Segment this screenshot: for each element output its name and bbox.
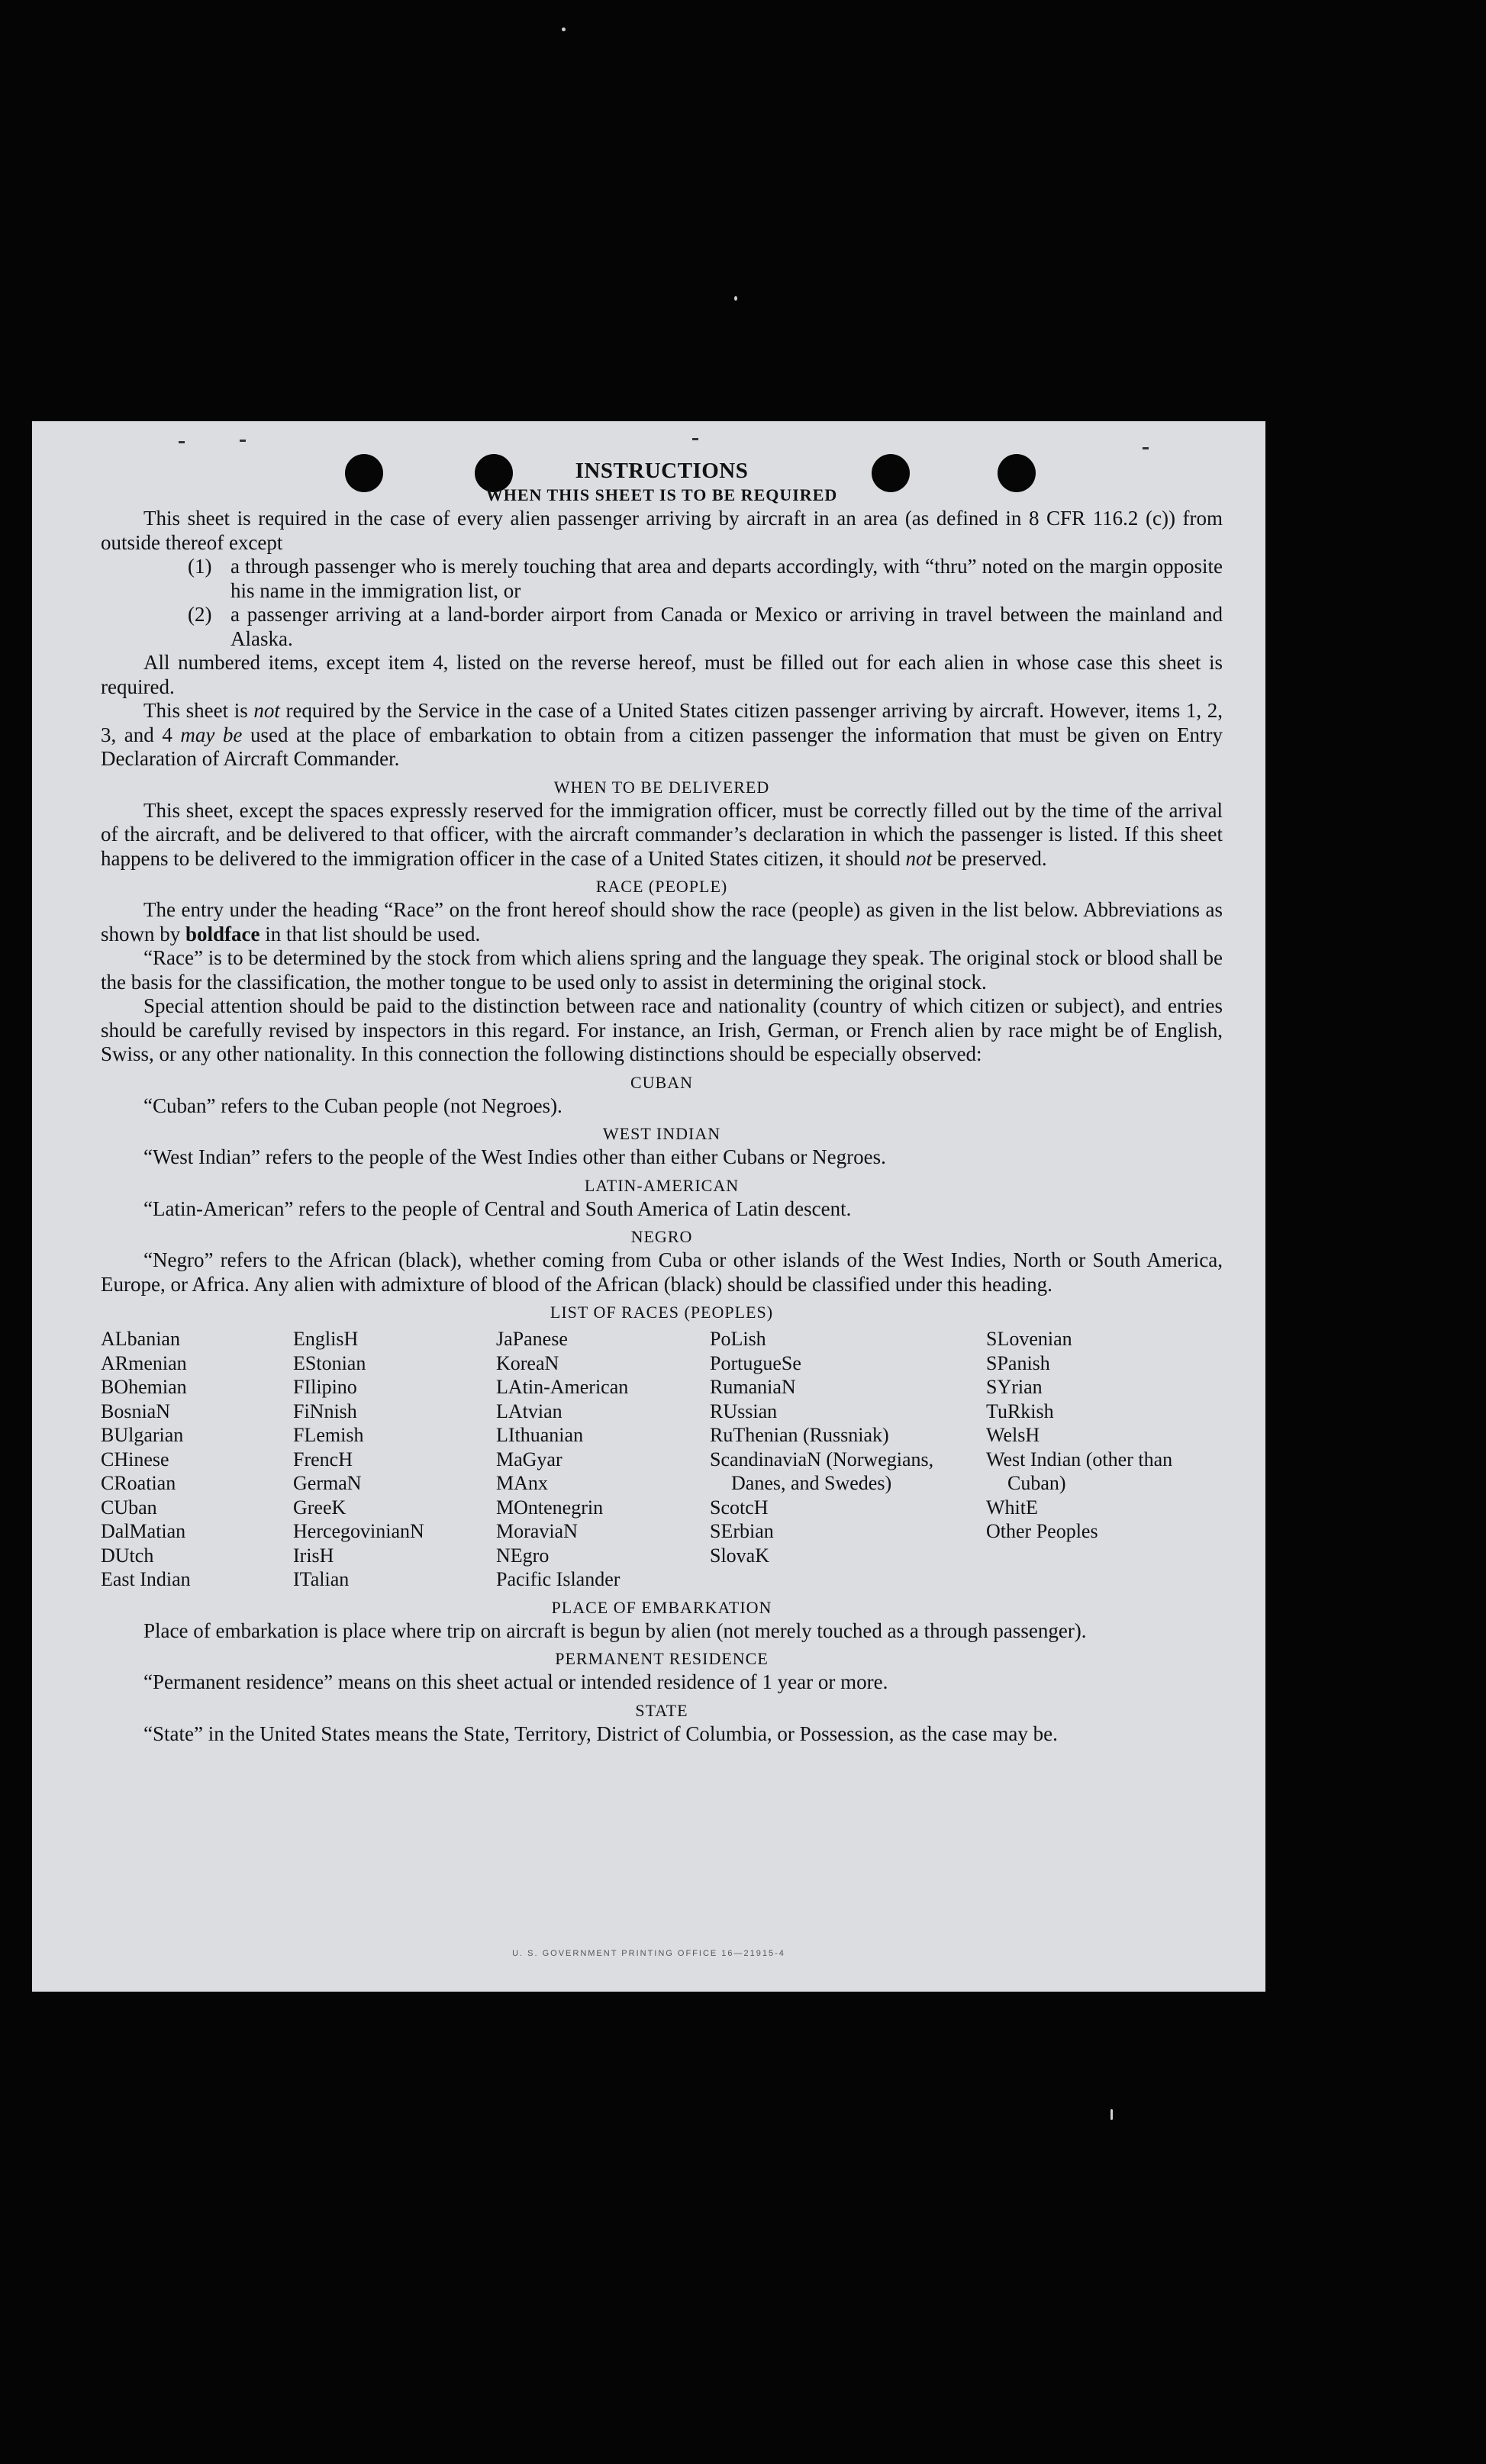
paragraph: “Race” is to be determined by the stock from which aliens spring and the language they speak. The original stock or blood shall be the basis for the classification, the mother tongue to be used only to assist in determining the original stock. xyxy=(101,946,1223,994)
race-item: TuRkish xyxy=(986,1399,1054,1422)
race-item: CUban xyxy=(101,1496,157,1519)
paragraph: All numbered items, except item 4, listed on the reverse hereof, must be filled out for each alien in whose case this sheet is required. xyxy=(101,651,1223,698)
section-heading-residence: PERMANENT RESIDENCE xyxy=(555,1649,769,1668)
race-item: LIthuanian xyxy=(496,1424,584,1446)
section-heading-race: RACE (PEOPLE) xyxy=(595,877,728,896)
race-item: Other Peoples xyxy=(986,1520,1098,1542)
race-item: KoreaN xyxy=(496,1351,559,1374)
race-item: East Indian xyxy=(101,1568,191,1590)
race-item: Pacific Islander xyxy=(496,1568,621,1590)
section-heading-required: WHEN THIS SHEET IS TO BE REQUIRED xyxy=(485,485,838,504)
paragraph: “Cuban” refers to the Cuban people (not Negroes). xyxy=(143,1094,562,1117)
section-heading-cuban: CUBAN xyxy=(630,1072,693,1092)
section-heading-west-indian: WEST INDIAN xyxy=(602,1124,721,1143)
races-column-3 xyxy=(496,1327,710,1592)
race-item: FIlipino xyxy=(293,1376,357,1398)
text-run: This sheet, except the spaces expressly reserved for the immigration officer, must be correctly filled out by the time of the arrival of the aircraft, and be delivered to that officer, with the aircraft commander’s declaration in which the passenger is listed. If this sheet happens to be delivered to the immigration officer in the case of a United States citizen, it should xyxy=(101,798,1223,870)
text-run: required by the Service in the case of a United States citizen passenger arriving by aircraft. However, items 1, 2, 3, and 4 xyxy=(101,699,1223,746)
race-item: WelsH xyxy=(986,1424,1040,1446)
races-column-1 xyxy=(101,1327,293,1592)
background-speck xyxy=(1110,2109,1113,2120)
race-item: ITalian xyxy=(293,1568,350,1590)
race-item: HercegovinianN xyxy=(293,1520,424,1542)
italic-run: not xyxy=(253,699,280,722)
race-item: MOntenegrin xyxy=(496,1496,604,1519)
race-item: FrencH xyxy=(293,1448,353,1470)
race-item: JaPanese xyxy=(496,1328,568,1350)
paragraph: “Latin-American” refers to the people of Central and South America of Latin descent. xyxy=(143,1197,852,1220)
race-item: SlovaK xyxy=(710,1544,769,1567)
race-item: ALbanian xyxy=(101,1328,180,1350)
race-item: RumaniaN xyxy=(710,1376,796,1398)
text-run: The entry under the heading “Race” on the front hereof should show the race (people) as given in the list below. Abbreviations as shown by xyxy=(101,898,1223,945)
paragraph: “West Indian” refers to the people of the West Indies other than either Cubans or Negroes. xyxy=(143,1145,886,1168)
race-item: BUlgarian xyxy=(101,1424,184,1446)
race-item: PortugueSe xyxy=(710,1351,801,1374)
race-item: MoraviaN xyxy=(496,1520,578,1542)
race-item: ScotcH xyxy=(710,1496,769,1519)
paragraph: Place of embarkation is place where trip on aircraft is begun by alien (not merely touched as a through passenger). xyxy=(143,1619,1087,1642)
item-text: a through passenger who is merely touching that area and departs accordingly, with “thru” noted on the margin opposite his name in the immigration list, or xyxy=(230,555,1223,602)
paragraph: “State” in the United States means the State, Territory, District of Columbia, or Possession, as the case may be. xyxy=(143,1722,1058,1745)
paragraph: Special attention should be paid to the distinction between race and nationality (country of which citizen or subject), and entries should be carefully revised by inspectors in this regard. For instance, an Irish, German, or French alien by race might be of English, Swiss, or any other nationality. In this connection the following distinctions should be especially observed: xyxy=(101,994,1223,1065)
paragraph xyxy=(101,898,1223,946)
race-item: DalMatian xyxy=(101,1520,186,1542)
races-column-5 xyxy=(986,1327,1223,1592)
paragraph: “Negro” refers to the African (black), whether coming from Cuba or other islands of the West Indies, North or South America, Europe, or Africa. Any alien with admixture of blood of the African (black) should be classified under this heading. xyxy=(101,1248,1223,1296)
race-item: FiNnish xyxy=(293,1399,357,1422)
race-item: IrisH xyxy=(293,1544,334,1567)
page-mark xyxy=(240,440,246,442)
races-column-4 xyxy=(710,1327,986,1592)
races-column-2 xyxy=(293,1327,496,1592)
race-item: MAnx xyxy=(496,1472,548,1494)
race-item: PoLish xyxy=(710,1328,766,1350)
race-item: West Indian (other than Cuban) xyxy=(986,1448,1173,1494)
text-run: used at the place of embarkation to obtain from a citizen passenger the information that must be given on Entry Declaration of Aircraft Commander. xyxy=(101,723,1223,770)
paragraph xyxy=(101,699,1223,771)
race-item: FLemish xyxy=(293,1424,364,1446)
section-heading-latin-american: LATIN-AMERICAN xyxy=(584,1175,740,1195)
page-mark xyxy=(692,438,698,440)
instruction-sheet xyxy=(32,421,1265,1992)
race-item: DUtch xyxy=(101,1544,154,1567)
race-item: EStonian xyxy=(293,1351,366,1374)
race-item: LAtvian xyxy=(496,1399,562,1422)
section-heading-negro: NEGRO xyxy=(630,1227,693,1246)
text-run: be preserved. xyxy=(931,846,1047,870)
list-item xyxy=(101,603,1223,651)
race-item: SYrian xyxy=(986,1376,1043,1398)
italic-run: may be xyxy=(180,723,243,746)
item-number: (2) xyxy=(188,603,212,626)
document-title: INSTRUCTIONS xyxy=(575,459,749,483)
race-item: ARmenian xyxy=(101,1351,187,1374)
italic-run: not xyxy=(905,846,932,870)
race-item: LAtin-American xyxy=(496,1376,629,1398)
race-item: GreeK xyxy=(293,1496,347,1519)
race-item: EnglisH xyxy=(293,1328,359,1350)
text-run: in that list should be used. xyxy=(259,922,481,945)
list-item xyxy=(101,555,1223,603)
bold-run: boldface xyxy=(185,922,260,945)
races-table xyxy=(101,1327,1223,1592)
race-item: GermaN xyxy=(293,1472,362,1494)
race-item: BosniaN xyxy=(101,1399,170,1422)
race-item: SErbian xyxy=(710,1520,774,1542)
race-item: BOhemian xyxy=(101,1376,187,1398)
section-heading-list-of-races: LIST OF RACES (PEOPLES) xyxy=(550,1303,774,1322)
background-speck xyxy=(734,296,737,301)
race-item: ScandinaviaN (Norwegians, Danes, and Swedes) xyxy=(710,1448,934,1494)
page-mark xyxy=(179,441,185,443)
printing-office-footer: U. S. GOVERNMENT PRINTING OFFICE 16—21915-4 xyxy=(512,1949,785,1958)
paragraph: “Permanent residence” means on this sheet actual or intended residence of 1 year or more. xyxy=(143,1670,888,1693)
race-item: RuThenian (Russniak) xyxy=(710,1424,889,1446)
section-heading-embarkation: PLACE OF EMBARKATION xyxy=(551,1597,772,1617)
item-text: a passenger arriving at a land-border airport from Canada or Mexico or arriving in travel between the mainland and Alaska. xyxy=(230,603,1223,650)
item-number: (1) xyxy=(188,555,212,578)
race-item: SLovenian xyxy=(986,1328,1072,1350)
race-item: CRoatian xyxy=(101,1472,176,1494)
paragraph xyxy=(101,799,1223,871)
section-heading-state: STATE xyxy=(635,1700,688,1720)
race-item: WhitE xyxy=(986,1496,1038,1519)
document-body xyxy=(101,458,1223,1746)
race-item: RUssian xyxy=(710,1399,778,1422)
race-item: MaGyar xyxy=(496,1448,562,1470)
section-heading-delivered: WHEN TO BE DELIVERED xyxy=(553,777,770,797)
text-run: This sheet is xyxy=(143,699,254,722)
race-item: NEgro xyxy=(496,1544,550,1567)
background-speck xyxy=(562,27,566,31)
paragraph: This sheet is required in the case of every alien passenger arriving by aircraft in an area (as defined in 8 CFR 116.2 (c)) from outside thereof except xyxy=(101,507,1223,554)
page-mark xyxy=(1143,447,1149,449)
race-item: SPanish xyxy=(986,1351,1050,1374)
race-item: CHinese xyxy=(101,1448,169,1470)
